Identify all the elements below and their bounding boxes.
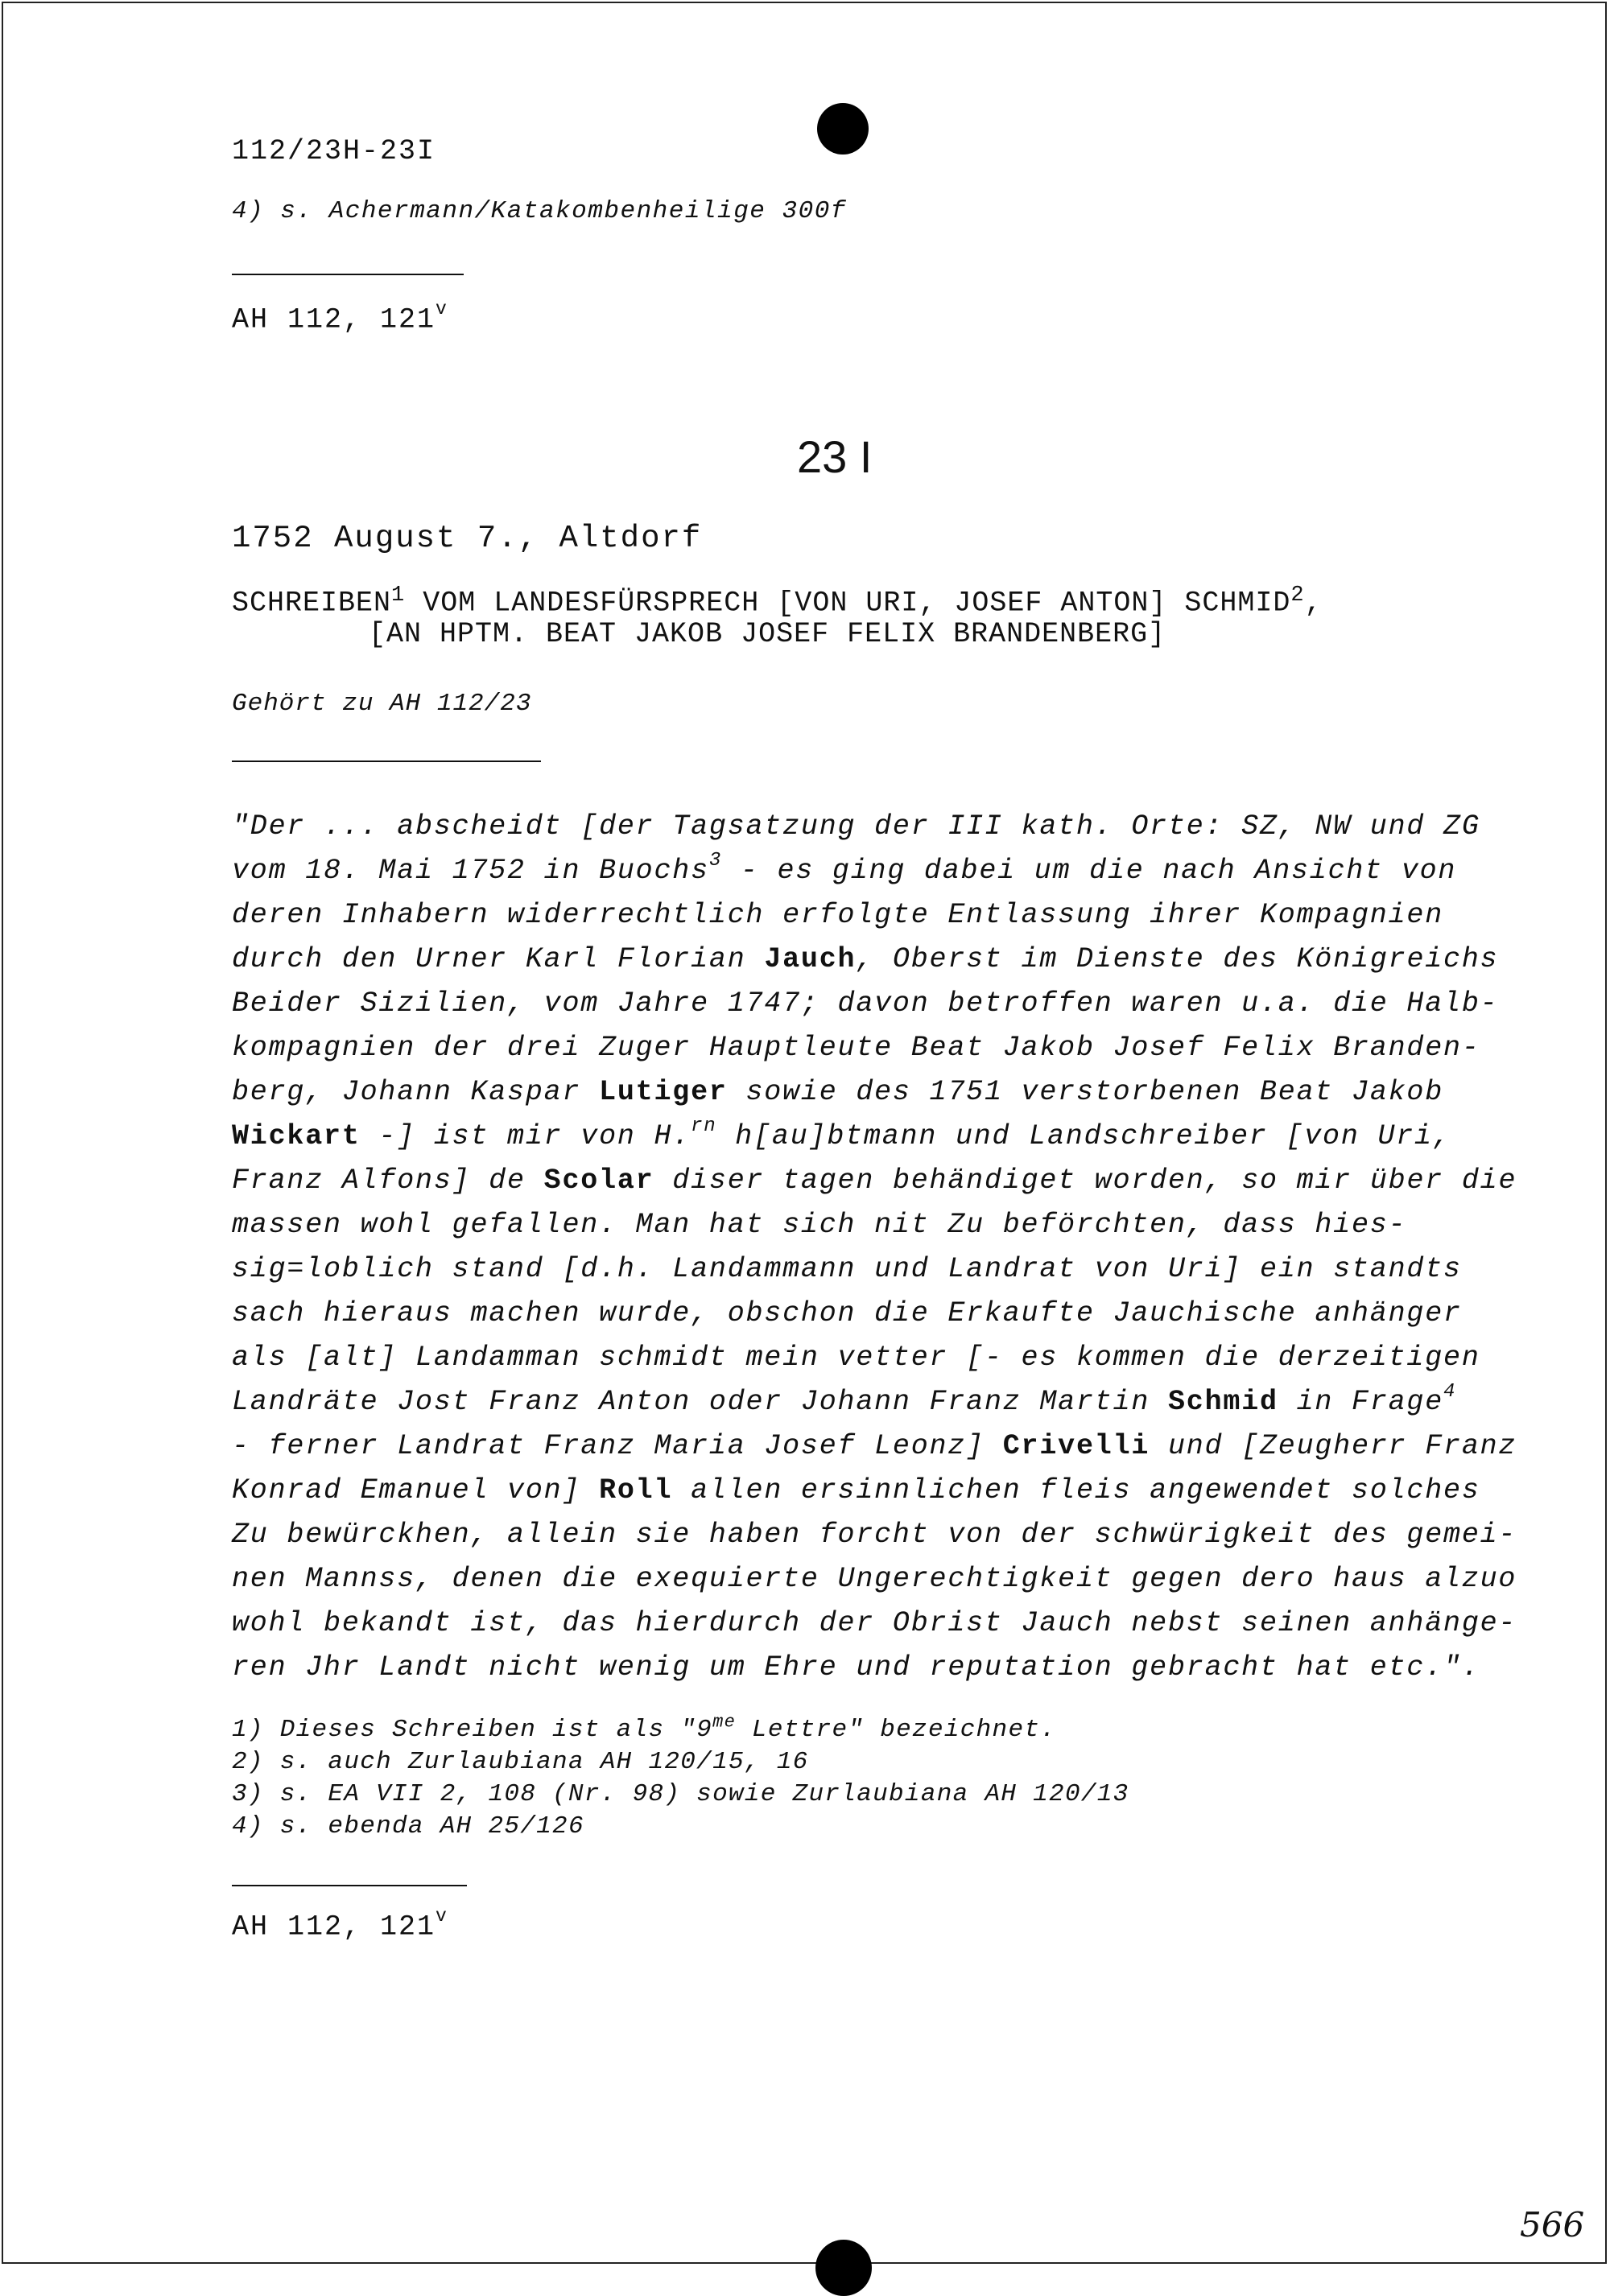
body-line: Beider Sizilien, vom Jahre 1747; davon betroffen waren u.a. die Halb- [232, 987, 1499, 1020]
separator-rule-top [232, 274, 464, 275]
body-line: - ferner Landrat Franz Maria Josef Leonz] Crivelli und [Zeugherr Franz [232, 1430, 1517, 1462]
footnote-1: 1) Dieses Schreiben ist als "$9^{me}$ Lettre" bezeichnet. [232, 1712, 1057, 1744]
footnotes [232, 1714, 1129, 1843]
document-title-line-2: [AN HPTM. BEAT JAKOB JOSEF FELIX BRANDENBERG] [369, 618, 1166, 650]
body-line: Franz Alfons] de Scolar diser tagen behändiget worden, so mir über die [232, 1164, 1517, 1197]
body-line: ren Jhr Landt nicht wenig um Ehre und reputation gebracht hat etc.". [232, 1651, 1480, 1684]
body-line: nen Mannss, denen die exequierte Ungerechtigkeit gegen dero haus alzuo [232, 1563, 1517, 1595]
top-footnote: 4) s. Achermann/Katakombenheilige 300f [232, 197, 847, 225]
punch-hole-dot [817, 103, 869, 155]
footnote-3: 3) s. EA VII 2, 108 (Nr. 98) sowie Zurlaubiana AH 120/13 [232, 1780, 1129, 1808]
handwritten-page-mark: 566 [1520, 2205, 1585, 2244]
body-line: durch den Urner Karl Florian Jauch, Oberst im Dienste des Königreichs [232, 943, 1499, 975]
separator-rule-middle [232, 761, 541, 762]
body-line: Wickart -] ist mir von H.$^{rn}$ h[au]btmann und Landschreiber [von Uri, [232, 1115, 1451, 1152]
body-line: Zu bewürckhen, allein sie haben forcht von der schwürigkeit des gemei- [232, 1519, 1517, 1551]
body-line: kompagnien der drei Zuger Hauptleute Beat Jakob Josef Felix Branden- [232, 1032, 1480, 1064]
body-line: wohl bekandt ist, das hierdurch der Obrist Jauch nebst seinen anhänge- [232, 1607, 1517, 1639]
body-line: deren Inhabern widerrechtlich erfolgte Entlassung ihrer Kompagnien [232, 899, 1444, 931]
belongs-to-note: Gehört zu AH 112/23 [232, 690, 532, 718]
body-line: vom 18. Mai 1752 in Buochs$^3$ - es ging dabei um die nach Ansicht von [232, 850, 1457, 887]
date-place-line: 1752 August 7., Altdorf [232, 521, 703, 556]
footnote-2: 2) s. auch Zurlaubiana AH 120/15, 16 [232, 1748, 809, 1776]
separator-rule-bottom [232, 1885, 467, 1886]
body-line: Landräte Jost Franz Anton oder Johann Franz Martin Schmid in Frage$^4$ [232, 1381, 1457, 1418]
document-number: 23 I [797, 431, 873, 482]
letter-body [232, 805, 1517, 1690]
body-line: Konrad Emanuel von] Roll allen ersinnlichen fleis angewendet solches [232, 1474, 1480, 1507]
footnote-4: 4) s. ebenda AH 25/126 [232, 1812, 584, 1841]
document-title-line-1: SCHREIBEN$^1$ VOM LANDESFÜRSPRECH [VON URI, JOSEF ANTON] SCHMID$^2$, [232, 583, 1323, 620]
ah-reference-bottom: AH 112, 121$^v$ [232, 1906, 448, 1944]
header-reference: 112/23H-23I [232, 135, 436, 167]
body-line: berg, Johann Kaspar Lutiger sowie des 1751 verstorbenen Beat Jakob [232, 1076, 1444, 1108]
body-line: massen wohl gefallen. Man hat sich nit Zu beförchten, dass hies- [232, 1209, 1407, 1241]
punch-hole-dot-bottom [815, 2240, 872, 2296]
ah-reference-top: AH 112, 121$^v$ [232, 299, 448, 336]
body-line: "Der ... abscheidt [der Tagsatzung der III kath. Orte: SZ, NW und ZG [232, 810, 1480, 843]
body-line: als [alt] Landamman schmidt mein vetter [- es kommen die derzeitigen [232, 1342, 1480, 1374]
body-line: sig=loblich stand [d.h. Landammann und Landrat von Uri] ein standts [232, 1253, 1462, 1285]
body-line: sach hieraus machen wurde, obschon die Erkaufte Jauchische anhänger [232, 1297, 1462, 1329]
